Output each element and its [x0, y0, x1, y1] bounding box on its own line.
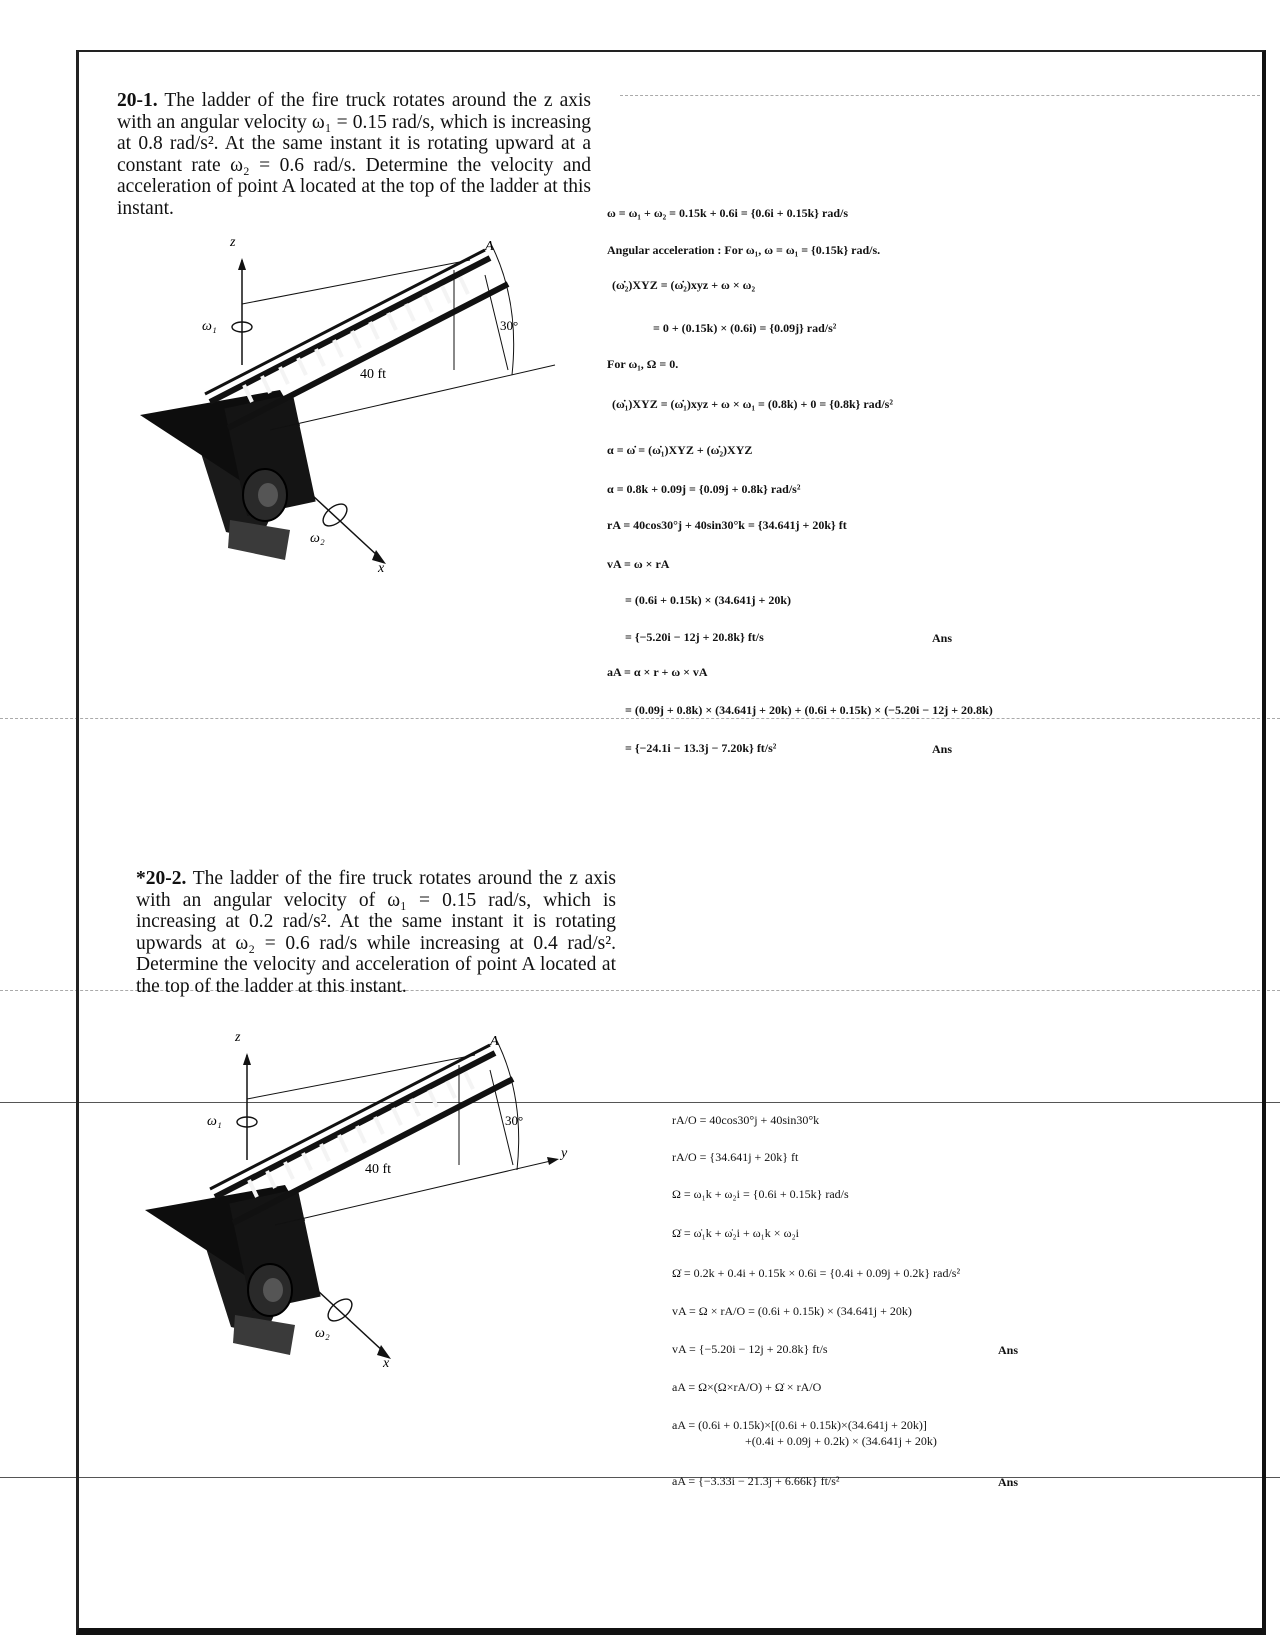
z-axis-label: z — [230, 235, 236, 250]
solution-1-line: = {−5.20i − 12j + 20.8k} ft/s — [625, 630, 764, 644]
solution-1-line: vA = ω × rA — [607, 557, 670, 571]
solution-1-line: (ω̇₂)XYZ = (ω̇₂)xyz + ω × ω₂ — [612, 278, 756, 292]
omega1-label: ω₁ — [207, 1114, 222, 1129]
solution-1-line: rA = 40cos30°j + 40sin30°k = {34.641j + 20k} ft — [607, 518, 847, 532]
answer-label: Ans — [932, 742, 953, 756]
z-axis-label: z — [235, 1030, 241, 1045]
ladder-figure-1 — [140, 230, 600, 590]
solution-1-line: ω = ω₁ + ω₂ = 0.15k + 0.6i = {0.6i + 0.15k} rad/s — [607, 206, 849, 220]
solution-2-line: aA = Ω×(Ω×rA/O) + Ω̇ × rA/O — [672, 1380, 822, 1394]
problem-1-text: The ladder of the fire truck rotates around the z axis with an angular velocity ω₁ = 0.15 rad/s, which is increasing at 0.8 rad/s². At the same instant it is rotating upward at a constant rate ω₂ = 0.6 rad/s. Determine the velocity and acceleration of point A located at the top of the ladder at this instant. — [117, 90, 592, 219]
solution-2-line: vA = {−5.20i − 12j + 20.8k} ft/s — [672, 1342, 828, 1356]
point-a-label: A — [485, 239, 494, 254]
solution-1-line: = (0.6i + 0.15k) × (34.641j + 20k) — [625, 593, 792, 607]
length-label: 40 ft — [365, 1162, 392, 1177]
answer-label: Ans — [998, 1475, 1019, 1489]
problem-2-text: The ladder of the fire truck rotates around the z axis with an angular velocity of ω₁ = 0.15 rad/s, which is increasing at 0.2 rad/s². At the same instant it is rotating upwards at ω₂ = 0.6 rad/s while increasing at 0.4 rad/s². Determine the velocity and acceleration of point A located at the top of the ladder at this instant. — [136, 868, 616, 997]
solution-1-line: = (0.09j + 0.8k) × (34.641j + 20k) + (0.6i + 0.15k) × (−5.20i − 12j + 20.8k) — [625, 703, 993, 717]
answer-label: Ans — [998, 1343, 1019, 1357]
omega2-label: ω₂ — [315, 1326, 330, 1341]
solution-2-line: rA/O = 40cos30°j + 40sin30°k — [672, 1113, 820, 1127]
solution-2-line: Ω̇ = 0.2k + 0.4i + 0.15k × 0.6i = {0.4i + 0.09j + 0.2k} rad/s² — [672, 1266, 961, 1280]
y-axis-label: y — [561, 1146, 568, 1161]
solution-1-line: (ω̇₁)XYZ = (ω̇₁)xyz + ω × ω₁ = (0.8k) + 0 = {0.8k} rad/s² — [612, 397, 893, 411]
x-axis-label: x — [383, 1356, 390, 1371]
x-axis-label: x — [378, 561, 385, 576]
point-a-label: A — [490, 1034, 499, 1049]
solution-1-line: = 0 + (0.15k) × (0.6i) = {0.09j} rad/s² — [653, 321, 837, 335]
solution-2-line: vA = Ω × rA/O = (0.6i + 0.15k) × (34.641j + 20k) — [672, 1304, 912, 1318]
problem-2-number: *20-2. — [136, 868, 187, 889]
angle-label: 30° — [500, 318, 519, 333]
problem-1-number: 20-1. — [117, 90, 158, 111]
length-label: 40 ft — [360, 367, 387, 382]
solution-2-line: rA/O = {34.641j + 20k} ft — [672, 1150, 799, 1164]
solution-2-line: aA = (0.6i + 0.15k)×[(0.6i + 0.15k)×(34.641j + 20k)] — [672, 1418, 927, 1432]
angle-label: 30° — [505, 1113, 524, 1128]
solution-1-line: Angular acceleration : For ω₁, ω = ω₁ = {0.15k} rad/s. — [607, 243, 881, 257]
omega1-label: ω₁ — [202, 319, 217, 334]
ladder-figure-2 — [140, 1025, 610, 1385]
solution-2-line: Ω̇ = ω̇₁k + ω̇₂i + ω₁k × ω₂i — [672, 1226, 799, 1240]
solution-1-line: For ω₁, Ω = 0. — [607, 357, 679, 371]
solution-2-line: +(0.4i + 0.09j + 0.2k) × (34.641j + 20k) — [745, 1434, 937, 1448]
solution-1-line: aA = α × r + ω × vA — [607, 665, 708, 679]
answer-label: Ans — [932, 631, 953, 645]
solution-1-line: α = 0.8k + 0.09j = {0.09j + 0.8k} rad/s² — [607, 482, 801, 496]
solution-2-line: aA = {−3.33i − 21.3j + 6.66k} ft/s² — [672, 1474, 840, 1488]
problem-2-statement — [136, 868, 616, 998]
omega2-label: ω₂ — [310, 531, 325, 546]
problem-1-statement — [117, 90, 591, 220]
solution-2-line: Ω = ω₁k + ω₂i = {0.6i + 0.15k} rad/s — [672, 1187, 849, 1201]
solution-1-line: = {−24.1i − 13.3j − 7.20k} ft/s² — [625, 741, 777, 755]
solution-1-line: α = ω̇ = (ω̇₁)XYZ + (ω̇₂)XYZ — [607, 443, 753, 457]
